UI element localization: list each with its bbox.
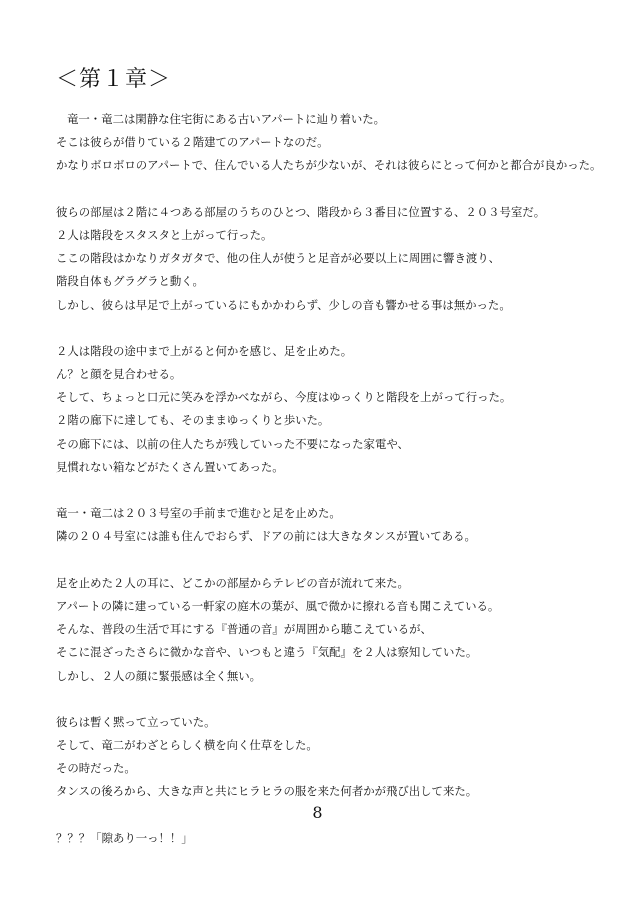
text-line: ２人は階段をスタスタと上がって行った。 (56, 227, 273, 242)
text-line: しかし、彼らは早足で上がっているにもかかわらず、少しの音も響かせる事は無かった。 (56, 297, 511, 312)
text-line: 竜一・竜二は２０３号室の手前まで進むと足を止めた。 (56, 506, 341, 521)
text-line: そこは彼らが借りている２階建てのアパートなのだ。 (56, 135, 329, 150)
paragraph-break (56, 479, 616, 502)
text-line: そして、ちょっと口元に笑みを浮かべながら、今度はゆっくりと階段を上がって行った。 (56, 390, 512, 405)
text-line: ２人は階段の途中まで上がると何かを感じ、足を止めた。 (56, 343, 353, 358)
text-line: 隣の２０４号室には誰も住んでおらず、ドアの前には大きなタンスが置いてある。 (56, 529, 476, 544)
chapter-title: ＜第１章＞ (56, 67, 172, 92)
text-line: ん？と顔を見合わせる。 (56, 367, 182, 382)
paragraph-break (56, 317, 616, 340)
text-line: そこに混ざったさらに微かな音や、いつもと違う『気配』を２人は察知していた。 (56, 645, 478, 660)
text-line: 彼らは暫く黙って立っていた。 (56, 714, 216, 729)
text-line: そして、竜二がわざとらしく横を向く仕草をした。 (56, 738, 318, 753)
paragraph-break (56, 178, 616, 201)
text-line: 竜一・竜二は閑静な住宅街にある古いアパートに辿り着いた。 (67, 112, 386, 126)
text-line: 見慣れない箱などがたくさん置いてあった。 (56, 459, 284, 474)
text-line: ここの階段はかなりガタガタで、他の住人が使うと足音が必要以上に周囲に響き渡り、 (56, 251, 501, 266)
body-text (56, 108, 616, 850)
text-line: 階段自体もグラグラと動く。 (56, 274, 204, 289)
page-number: 8 (312, 803, 323, 822)
text-line: ２階の廊下に達しても、そのままゆっくりと歩いた。 (56, 413, 330, 428)
text-line: そんな、普段の生活で耳にする『普通の音』が周囲から聴こえているが、 (56, 622, 432, 637)
paragraph-break (56, 549, 616, 572)
text-line: アパートの隣に建っている一軒家の庭木の葉が、風で微かに擦れる音も聞こえている。 (56, 598, 500, 613)
text-line: かなりボロボロのアパートで、住んでいる人たちが少ないが、それは彼らにとって何かと都合が良かった。 (56, 158, 602, 173)
text-line: 足を止めた２人の耳に、どこかの部屋からテレビの音が流れて来た。 (56, 575, 409, 590)
dialogue-line: ？？？「隙あり一っ！！」 (56, 830, 193, 845)
text-line: その時だった。 (56, 761, 136, 776)
text-line: しかし、２人の顔に緊張感は全く無い。 (56, 668, 262, 683)
text-line: 彼らの部屋は２階に４つある部屋のうちのひとつ、階段から３番目に位置する、２０３号室だ。 (56, 204, 546, 219)
paragraph-break (56, 688, 616, 711)
text-line: タンスの後ろから、大きな声と共にヒラヒラの服を来た何者かが飛び出して来た。 (56, 784, 478, 799)
text-line: その廊下には、以前の住人たちが残していった不要になった家電や、 (56, 436, 409, 451)
